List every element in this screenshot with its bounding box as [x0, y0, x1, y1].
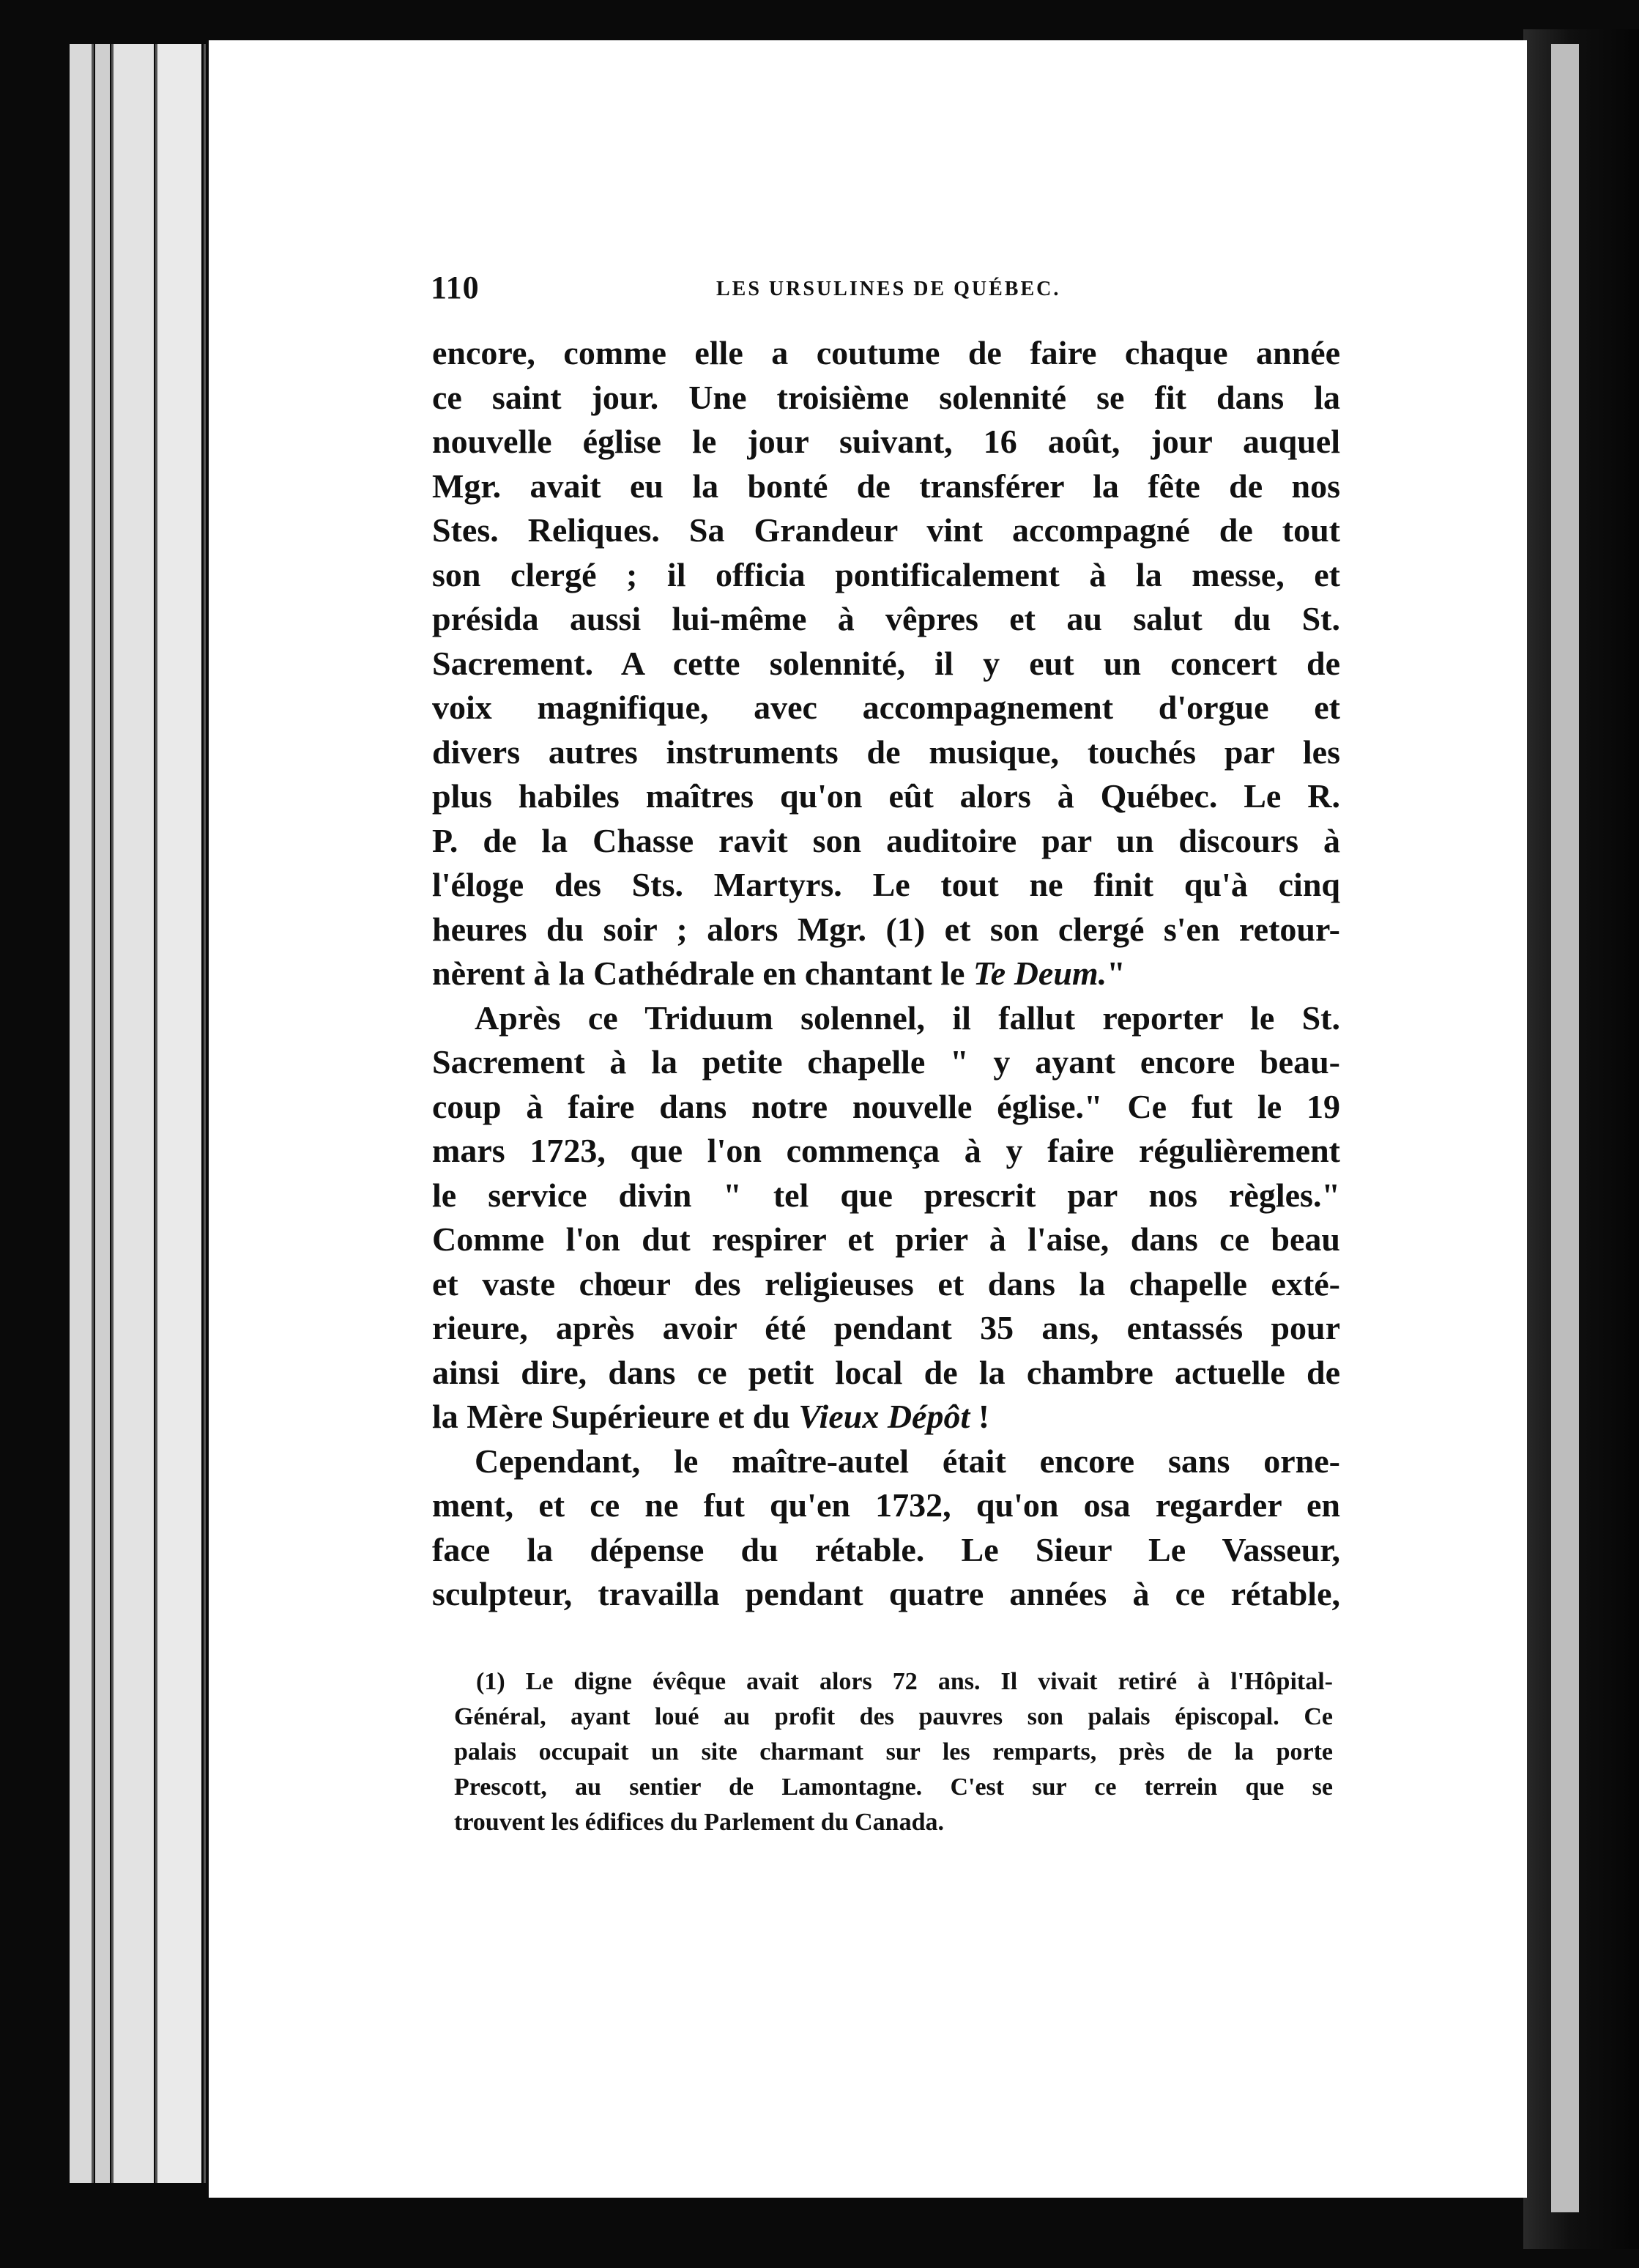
- text-line: sculpteur, travailla pendant quatre années à ce rétable,: [432, 1575, 1340, 1612]
- text-line: Comme l'on dut respirer et prier à l'aise, dans ce beau: [432, 1220, 1340, 1258]
- text-line: le service divin " tel que prescrit par nos règles.": [432, 1176, 1340, 1214]
- text-run: nèrent à la Cathédrale en chantant le: [432, 955, 973, 992]
- text-line: [432, 1395, 1340, 1439]
- binding-shadow: [1523, 29, 1639, 2249]
- text-line: divers autres instruments de musique, touchés par les: [432, 733, 1340, 771]
- text-run: !: [970, 1398, 990, 1435]
- footnote-line: Général, ayant loué au profit des pauvres son palais épiscopal. Ce: [454, 1703, 1333, 1730]
- text-line: Après ce Triduum solennel, il fallut reporter le St.: [475, 998, 1340, 1037]
- italic-text: Te Deum.: [973, 955, 1107, 992]
- text-line: ment, et ce ne fut qu'en 1732, qu'on osa regarder en: [432, 1486, 1340, 1524]
- footnote-line: (1) Le digne évêque avait alors 72 ans. Il vivait retiré à l'Hôpital-: [476, 1668, 1333, 1695]
- text-line: et vaste chœur des religieuses et dans la chapelle exté-: [432, 1264, 1340, 1302]
- text-line: heures du soir ; alors Mgr. (1) et son clergé s'en retour-: [432, 910, 1340, 948]
- text-line: mars 1723, que l'on commença à y faire régulièrement: [432, 1132, 1340, 1169]
- book-edge-line: [92, 44, 94, 2183]
- page-header: [431, 269, 1112, 313]
- text-line: encore, comme elle a coutume de faire chaque année: [432, 334, 1340, 371]
- text-line: nouvelle église le jour suivant, 16 août, jour auquel: [432, 423, 1340, 460]
- text-line: Stes. Reliques. Sa Grandeur vint accompagné de tout: [432, 511, 1340, 549]
- book-edge: [157, 44, 201, 2183]
- text-line: Sacrement à la petite chapelle " y ayant encore beau-: [432, 1043, 1340, 1081]
- text-line: coup à faire dans notre nouvelle église." Ce fut le 19: [432, 1087, 1340, 1125]
- text-line: Mgr. avait eu la bonté de transférer la fête de nos: [432, 467, 1340, 505]
- book-edge: [95, 44, 110, 2183]
- running-title: LES URSULINES DE QUÉBEC.: [716, 278, 1061, 300]
- text-line: plus habiles maîtres qu'on eût alors à Québec. Le R.: [432, 777, 1340, 815]
- text-run: ": [1107, 955, 1126, 992]
- footnote-line: trouvent les édifices du Parlement du Canada.: [454, 1809, 944, 1836]
- page-number: 110: [431, 270, 480, 305]
- text-line: P. de la Chasse ravit son auditoire par un discours à: [432, 821, 1340, 859]
- footnote-line: Prescott, au sentier de Lamontagne. C'est sur ce terrein que se: [454, 1774, 1333, 1801]
- footnote: [454, 1664, 1333, 1840]
- book-edge: [114, 44, 154, 2183]
- text-line: Sacrement. A cette solennité, il y eut un concert de: [432, 644, 1340, 682]
- body-text: [432, 331, 1340, 1617]
- text-line: présida aussi lui-même à vêpres et au salut du St.: [432, 600, 1340, 637]
- text-line: voix magnifique, avec accompagnement d'orgue et: [432, 689, 1340, 726]
- footnote-line: palais occupait un site charmant sur les remparts, près de la porte: [454, 1738, 1333, 1765]
- book-edge: [70, 44, 92, 2183]
- text-line: ce saint jour. Une troisième solennité se fit dans la: [432, 378, 1340, 416]
- text-line: son clergé ; il officia pontificalement à la messe, et: [432, 555, 1340, 593]
- text-line: ainsi dire, dans ce petit local de la chambre actuelle de: [432, 1353, 1340, 1391]
- text-line: rieure, après avoir été pendant 35 ans, entassés pour: [432, 1309, 1340, 1346]
- text-line: [432, 952, 1340, 996]
- book-edge-line: [155, 44, 157, 2183]
- text-line: Cependant, le maître-autel était encore sans orne-: [475, 1442, 1340, 1480]
- binding-edge: [1551, 44, 1579, 2212]
- italic-text: Vieux Dépôt: [798, 1398, 970, 1435]
- book-edge-line: [204, 44, 206, 2183]
- text-line: face la dépense du rétable. Le Sieur Le Vasseur,: [432, 1530, 1340, 1568]
- book-edge-line: [111, 44, 114, 2183]
- text-run: la Mère Supérieure et du: [432, 1398, 799, 1435]
- text-line: l'éloge des Sts. Martyrs. Le tout ne finit qu'à cinq: [432, 866, 1340, 903]
